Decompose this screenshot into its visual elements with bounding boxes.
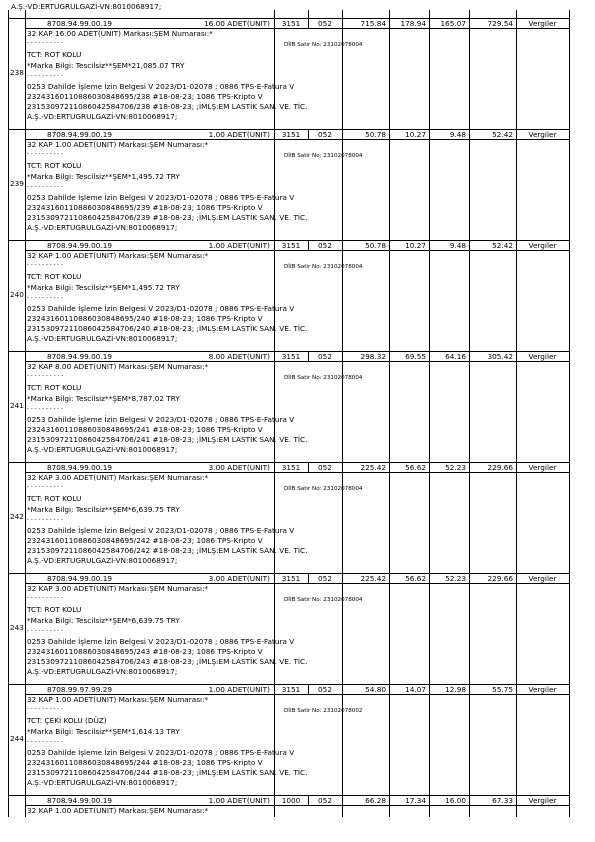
item-separator-dashes: - - - - - - - - - - bbox=[27, 184, 64, 190]
item-document-line: A.Ş.-VD:ERTUGRULGAZİ-VN:8010068917; bbox=[27, 334, 178, 343]
item-fob-value: 225.42 bbox=[360, 463, 386, 472]
item-country-code: 052 bbox=[318, 241, 332, 250]
item-separator-dashes: - - - - - - - - - - bbox=[27, 595, 64, 601]
item-net-weight: 10.27 bbox=[405, 130, 426, 139]
item-quantity: 1.00 ADET(UNIT) bbox=[208, 685, 270, 694]
item-package-line: 32 KAP 16.00 ADET(UNIT) Markası:ŞEM Numarası:* bbox=[27, 29, 213, 38]
item-document-line: 23243160110886030848695/244 #18-08-23; 1086 TPS-Kripto V bbox=[27, 758, 263, 767]
item-brand-info: *Marka Bilgi: Tescilsiz**ŞEM*1,614.13 TRY bbox=[27, 727, 180, 736]
item-document-line: 23153097211086042584706/238 #18-08-23; ;İMLŞ:EM LASTİK SAN. VE. TİC. bbox=[27, 102, 308, 111]
item-number: 240 bbox=[10, 290, 24, 299]
column-divider bbox=[308, 573, 309, 583]
continuation-text: A.Ş.-VD:ERTUGRULGAZİ-VN:8010068917; bbox=[11, 2, 162, 11]
item-document-line: 0253 Dahilde İşleme İzin Belgesi V 2023/D1-02078 ; 0886 TPS-E-Fatura V bbox=[27, 748, 295, 757]
column-divider bbox=[25, 10, 26, 817]
item-document-line: A.Ş.-VD:ERTUGRULGAZİ-VN:8010068917; bbox=[27, 112, 178, 121]
item-statistical-value: 729.54 bbox=[487, 19, 513, 28]
item-diib-line-number: DİIB Satir No: 23102078004 bbox=[284, 375, 363, 381]
item-taxes-link: Vergiler bbox=[528, 241, 557, 250]
item-net-weight: 69.55 bbox=[405, 352, 426, 361]
item-quantity: 16.00 ADET(UNIT) bbox=[204, 19, 270, 28]
item-separator-dashes: - - - - - - - - - - bbox=[27, 295, 64, 301]
item-brand-info: *Marka Bilgi: Tescilsiz**ŞEM*6,639.75 TRY bbox=[27, 505, 180, 514]
column-divider bbox=[308, 795, 309, 805]
item-package-line: 32 KAP 3.00 ADET(UNIT) Markası:ŞEM Numarası:* bbox=[27, 584, 209, 593]
item-country-code: 052 bbox=[318, 130, 332, 139]
column-divider bbox=[308, 10, 309, 18]
item-fob-value: 54.80 bbox=[365, 685, 386, 694]
item-diib-line-number: DİIB Satir No: 23102078004 bbox=[284, 153, 363, 159]
item-brand-info: *Marka Bilgi: Tescilsiz**ŞEM*21,085.07 TRY bbox=[27, 61, 185, 70]
table-right-border bbox=[569, 10, 570, 817]
item-brand-info: *Marka Bilgi: Tescilsiz**ŞEM*1,495.72 TRY bbox=[27, 283, 180, 292]
item-procedure-code: 3151 bbox=[281, 463, 301, 472]
item-country-code: 052 bbox=[318, 685, 332, 694]
item-brand-info: *Marka Bilgi: Tescilsiz**ŞEM*8,787.02 TRY bbox=[27, 394, 180, 403]
item-net-weight: 14.07 bbox=[405, 685, 426, 694]
item-procedure-code: 3151 bbox=[281, 19, 301, 28]
item-gross-weight: 12.98 bbox=[445, 685, 466, 694]
column-divider bbox=[274, 18, 275, 129]
item-country-code: 052 bbox=[318, 463, 332, 472]
item-statistical-value: 52.42 bbox=[492, 241, 513, 250]
item-number: 242 bbox=[10, 512, 24, 521]
item-quantity: 3.00 ADET(UNIT) bbox=[208, 463, 270, 472]
item-document-line: A.Ş.-VD:ERTUGRULGAZİ-VN:8010068917; bbox=[27, 223, 178, 232]
item-separator-dashes: - - - - - - - - - - bbox=[27, 406, 64, 412]
item-gross-weight: 9.48 bbox=[449, 130, 466, 139]
item-net-weight: 178.94 bbox=[400, 19, 426, 28]
item-diib-line-number: DİIB Satir No: 23102078004 bbox=[284, 597, 363, 603]
item-separator-dashes: - - - - - - - - - - bbox=[27, 262, 64, 268]
item-taxes-link: Vergiler bbox=[528, 685, 557, 694]
item-net-weight: 17.34 bbox=[405, 796, 426, 805]
item-taxes-link: Vergiler bbox=[528, 574, 557, 583]
item-fob-value: 225.42 bbox=[360, 574, 386, 583]
item-package-line: 32 KAP 1.00 ADET(UNIT) Markası:ŞEM Numarası:* bbox=[27, 251, 209, 260]
item-document-line: 0253 Dahilde İşleme İzin Belgesi V 2023/D1-02078 ; 0886 TPS-E-Fatura V bbox=[27, 637, 295, 646]
column-divider bbox=[342, 10, 343, 817]
item-commercial-description: TCT: ROT KOLU bbox=[27, 383, 82, 392]
item-document-line: 23153097211086042584706/244 #18-08-23; ;İMLŞ:EM LASTİK SAN. VE. TİC. bbox=[27, 768, 308, 777]
item-quantity: 3.00 ADET(UNIT) bbox=[208, 574, 270, 583]
item-package-line: 32 KAP 1.00 ADET(UNIT) Markası:ŞEM Numarası:* bbox=[27, 695, 209, 704]
item-document-line: 23243160110886030848695/243 #18-08-23; 1086 TPS-Kripto V bbox=[27, 647, 263, 656]
item-procedure-code: 3151 bbox=[281, 574, 301, 583]
item-net-weight: 56.62 bbox=[405, 574, 426, 583]
item-gtip-code: 8708.94.99.00.19 bbox=[47, 130, 112, 139]
item-commercial-description: TCT: ROT KOLU bbox=[27, 161, 82, 170]
item-gross-weight: 16.00 bbox=[445, 796, 466, 805]
item-taxes-link: Vergiler bbox=[528, 19, 557, 28]
item-document-line: 0253 Dahilde İşleme İzin Belgesi V 2023/D1-02078 ; 0886 TPS-E-Fatura V bbox=[27, 304, 295, 313]
item-taxes-link: Vergiler bbox=[528, 130, 557, 139]
item-package-line: 32 KAP 1.00 ADET(UNIT) Markası:ŞEM Numarası:* bbox=[27, 806, 209, 815]
item-gross-weight: 9.48 bbox=[449, 241, 466, 250]
item-document-line: 23153097211086042584706/239 #18-08-23; ;İMLŞ:EM LASTİK SAN. VE. TİC. bbox=[27, 213, 308, 222]
column-divider bbox=[274, 129, 275, 240]
column-divider bbox=[469, 10, 470, 817]
item-separator-dashes: - - - - - - - - - - bbox=[27, 628, 64, 634]
item-net-weight: 56.62 bbox=[405, 463, 426, 472]
item-brand-info: *Marka Bilgi: Tescilsiz**ŞEM*6,639.75 TRY bbox=[27, 616, 180, 625]
item-diib-line-number: DİIB Satir No: 23102078004 bbox=[284, 264, 363, 270]
item-gross-weight: 165.07 bbox=[440, 19, 466, 28]
item-separator-dashes: - - - - - - - - - - bbox=[27, 373, 64, 379]
item-number: 244 bbox=[10, 734, 24, 743]
item-document-line: 23243160110886030848695/242 #18-08-23; 1086 TPS-Kripto V bbox=[27, 536, 263, 545]
item-fob-value: 66.28 bbox=[365, 796, 386, 805]
item-document-line: 23153097211086042584706/243 #18-08-23; ;İMLŞ:EM LASTİK SAN. VE. TİC. bbox=[27, 657, 308, 666]
column-divider bbox=[308, 684, 309, 694]
item-document-line: 23243160110886030848695/240 #18-08-23; 1086 TPS-Kripto V bbox=[27, 314, 263, 323]
item-commercial-description: TCT: ROT KOLU bbox=[27, 605, 82, 614]
item-document-line: 23153097211086042584706/240 #18-08-23; ;İMLŞ:EM LASTİK SAN. VE. TİC. bbox=[27, 324, 308, 333]
item-diib-line-number: DİIB Satir No: 23102078004 bbox=[284, 486, 363, 492]
item-separator-dashes: - - - - - - - - - - bbox=[27, 706, 64, 712]
column-divider bbox=[274, 351, 275, 462]
item-fob-value: 715.84 bbox=[360, 19, 386, 28]
item-separator-dashes: - - - - - - - - - - bbox=[27, 517, 64, 523]
item-gtip-code: 8708.94.99.00.19 bbox=[47, 241, 112, 250]
item-separator-dashes: - - - - - - - - - - bbox=[27, 151, 64, 157]
item-gtip-code: 8708.94.99.00.19 bbox=[47, 796, 112, 805]
item-taxes-link: Vergiler bbox=[528, 463, 557, 472]
item-separator-dashes: - - - - - - - - - - bbox=[27, 40, 64, 46]
item-quantity: 8.00 ADET(UNIT) bbox=[208, 352, 270, 361]
item-commercial-description: TCT: ROT KOLU bbox=[27, 272, 82, 281]
item-statistical-value: 67.33 bbox=[492, 796, 513, 805]
item-taxes-link: Vergiler bbox=[528, 796, 557, 805]
item-number: 241 bbox=[10, 401, 24, 410]
item-gtip-code: 8708.94.99.00.19 bbox=[47, 463, 112, 472]
item-country-code: 052 bbox=[318, 574, 332, 583]
item-document-line: 23153097211086042584706/242 #18-08-23; ;İMLŞ:EM LASTİK SAN. VE. TİC. bbox=[27, 546, 308, 555]
item-separator-dashes: - - - - - - - - - - bbox=[27, 739, 64, 745]
item-separator-dashes: - - - - - - - - - - bbox=[27, 73, 64, 79]
item-commercial-description: TCT: ROT KOLU bbox=[27, 50, 82, 59]
item-gtip-code: 8708.99.97.99.29 bbox=[47, 685, 112, 694]
item-gross-weight: 52.23 bbox=[445, 463, 466, 472]
item-procedure-code: 1000 bbox=[281, 796, 301, 805]
item-fob-value: 50.78 bbox=[365, 241, 386, 250]
column-divider bbox=[516, 10, 517, 817]
item-quantity: 1.00 ADET(UNIT) bbox=[208, 130, 270, 139]
item-number: 238 bbox=[10, 68, 24, 77]
column-divider bbox=[308, 351, 309, 361]
item-document-line: 0253 Dahilde İşleme İzin Belgesi V 2023/D1-02078 ; 0886 TPS-E-Fatura V bbox=[27, 526, 295, 535]
item-quantity: 1.00 ADET(UNIT) bbox=[208, 241, 270, 250]
item-document-line: A.Ş.-VD:ERTUGRULGAZİ-VN:8010068917; bbox=[27, 778, 178, 787]
item-gross-weight: 52.23 bbox=[445, 574, 466, 583]
item-taxes-link: Vergiler bbox=[528, 352, 557, 361]
item-commercial-description: TCT: ROT KOLU bbox=[27, 494, 82, 503]
item-statistical-value: 55.75 bbox=[492, 685, 513, 694]
item-country-code: 052 bbox=[318, 796, 332, 805]
column-divider bbox=[308, 129, 309, 139]
item-procedure-code: 3151 bbox=[281, 685, 301, 694]
column-divider bbox=[274, 10, 275, 18]
item-gtip-code: 8708.94.99.00.19 bbox=[47, 19, 112, 28]
item-diib-line-number: DİIB Satir No: 23102078002 bbox=[284, 708, 363, 714]
item-package-line: 32 KAP 8.00 ADET(UNIT) Markası:ŞEM Numarası:* bbox=[27, 362, 209, 371]
item-document-line: 0253 Dahilde İşleme İzin Belgesi V 2023/D1-02078 ; 0886 TPS-E-Fatura V bbox=[27, 415, 295, 424]
column-divider bbox=[274, 795, 275, 817]
column-divider bbox=[429, 10, 430, 817]
item-document-line: 23243160110886030848695/239 #18-08-23; 1086 TPS-Kripto V bbox=[27, 203, 263, 212]
column-divider bbox=[274, 573, 275, 684]
item-statistical-value: 229.66 bbox=[487, 463, 513, 472]
item-diib-line-number: DİIB Satir No: 23102078004 bbox=[284, 42, 363, 48]
goods-items-table bbox=[8, 2, 569, 817]
item-separator-dashes: - - - - - - - - - - bbox=[27, 484, 64, 490]
column-divider bbox=[389, 10, 390, 817]
item-package-line: 32 KAP 1.00 ADET(UNIT) Markası:ŞEM Numarası:* bbox=[27, 140, 209, 149]
item-statistical-value: 305.42 bbox=[487, 352, 513, 361]
item-gross-weight: 64.16 bbox=[445, 352, 466, 361]
item-document-line: A.Ş.-VD:ERTUGRULGAZİ-VN:8010068917; bbox=[27, 445, 178, 454]
item-document-line: 0253 Dahilde İşleme İzin Belgesi V 2023/D1-02078 ; 0886 TPS-E-Fatura V bbox=[27, 193, 295, 202]
item-number: 243 bbox=[10, 623, 24, 632]
item-procedure-code: 3151 bbox=[281, 241, 301, 250]
item-gtip-code: 8708.94.99.00.19 bbox=[47, 574, 112, 583]
item-country-code: 052 bbox=[318, 352, 332, 361]
item-fob-value: 298.32 bbox=[360, 352, 386, 361]
column-divider bbox=[308, 18, 309, 28]
item-package-line: 32 KAP 3.00 ADET(UNIT) Markası:ŞEM Numarası:* bbox=[27, 473, 209, 482]
item-statistical-value: 52.42 bbox=[492, 130, 513, 139]
column-divider bbox=[274, 684, 275, 795]
item-country-code: 052 bbox=[318, 19, 332, 28]
item-document-line: 23243160110886030848695/238 #18-08-23; 1086 TPS-Kripto V bbox=[27, 92, 263, 101]
item-gtip-code: 8708.94.99.00.19 bbox=[47, 352, 112, 361]
item-number: 239 bbox=[10, 179, 24, 188]
item-document-line: A.Ş.-VD:ERTUGRULGAZİ-VN:8010068917; bbox=[27, 667, 178, 676]
item-document-line: 0253 Dahilde İşleme İzin Belgesi V 2023/D1-02078 ; 0886 TPS-E-Fatura V bbox=[27, 82, 295, 91]
item-fob-value: 50.78 bbox=[365, 130, 386, 139]
item-procedure-code: 3151 bbox=[281, 130, 301, 139]
item-commercial-description: TCT: ÇEKİ KOLU (DÜZ) bbox=[27, 716, 107, 725]
item-document-line: 23153097211086042584706/241 #18-08-23; ;İMLŞ:EM LASTİK SAN. VE. TİC. bbox=[27, 435, 308, 444]
item-brand-info: *Marka Bilgi: Tescilsiz**ŞEM*1,495.72 TRY bbox=[27, 172, 180, 181]
item-quantity: 1.00 ADET(UNIT) bbox=[208, 796, 270, 805]
column-divider bbox=[274, 462, 275, 573]
column-divider bbox=[274, 240, 275, 351]
item-document-line: 23243160110886030848695/241 #18-08-23; 1086 TPS-Kripto V bbox=[27, 425, 263, 434]
item-net-weight: 10.27 bbox=[405, 241, 426, 250]
item-procedure-code: 3151 bbox=[281, 352, 301, 361]
item-statistical-value: 229.66 bbox=[487, 574, 513, 583]
column-divider bbox=[308, 462, 309, 472]
item-document-line: A.Ş.-VD:ERTUGRULGAZİ-VN:8010068917; bbox=[27, 556, 178, 565]
column-divider bbox=[308, 240, 309, 250]
